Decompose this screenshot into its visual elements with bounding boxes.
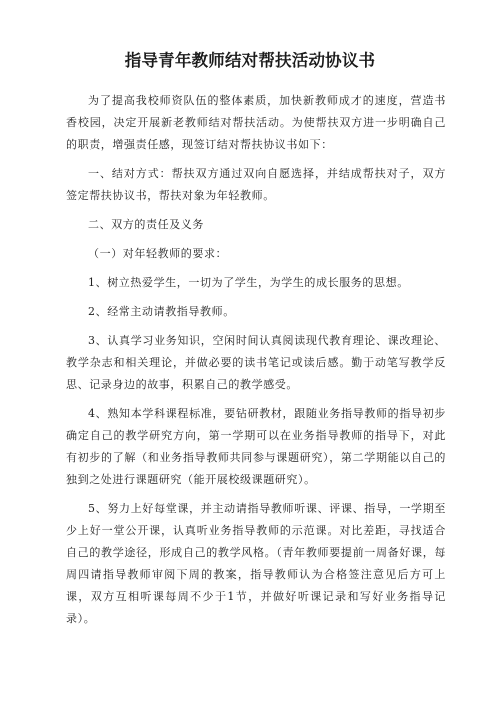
requirement-item-3: 3、认真学习业务知识，空闲时间认真阅读现代教育理论、课改理论、教学杂志和相关理论，并做必要的读书笔记或读后感。勤于动笔写教学反思、记录身边的故事，积累自己的教学感受。: [66, 334, 446, 391]
requirement-item-2: 2、经常主动请教指导教师。: [88, 305, 235, 318]
section-heading-responsibilities: 二、双方的责任及义务: [88, 218, 204, 231]
requirement-item-5: 5、努力上好每堂课，并主动请指导教师听课、评课、指导，一学期至少上好一堂公开课，认真听业务指导教师的示范课。对比差距，寻找适合自己的教学途径，形成自己的教学风格。（青年教师要提前一周备好课，每周四请指导教师审阅下周的教案，指导教师认为合格签注意见后方可上课，双方互相听课每周不少于1节，并做好听课记录和写好业务指导记录）。: [66, 502, 446, 625]
pairing-method-paragraph: 一、结对方式：帮扶双方通过双向自愿选择，并结成帮扶对子，双方签定帮扶协议书，帮扶对象为年轻教师。: [66, 167, 446, 202]
requirement-item-4: 4、熟知本学科课程标准，要钻研教材，跟随业务指导教师的指导初步确定自己的教学研究方向，第一学期可以在业务指导教师的指导下，对此有初步的了解（和业务指导教师共同参与课题研究），第二学期能以自己的独到之处进行课题研究（能开展校级课题研究）。: [66, 407, 446, 486]
subsection-heading-young-teachers: （一）对年轻教师的要求：: [88, 247, 228, 260]
intro-paragraph: 为了提高我校师资队伍的整体素质，加快新教师成才的速度，营造书香校园，决定开展新老教师结对帮扶活动。为使帮扶双方进一步明确自己的职责，增强责任感，现签订结对帮扶协议书如下：: [66, 94, 446, 151]
document-title: 指导青年教师结对帮扶活动协议书: [124, 51, 376, 70]
document-body: [66, 90, 446, 637]
requirement-item-1: 1、树立热爱学生，一切为了学生，为学生的成长服务的思想。: [88, 276, 409, 289]
